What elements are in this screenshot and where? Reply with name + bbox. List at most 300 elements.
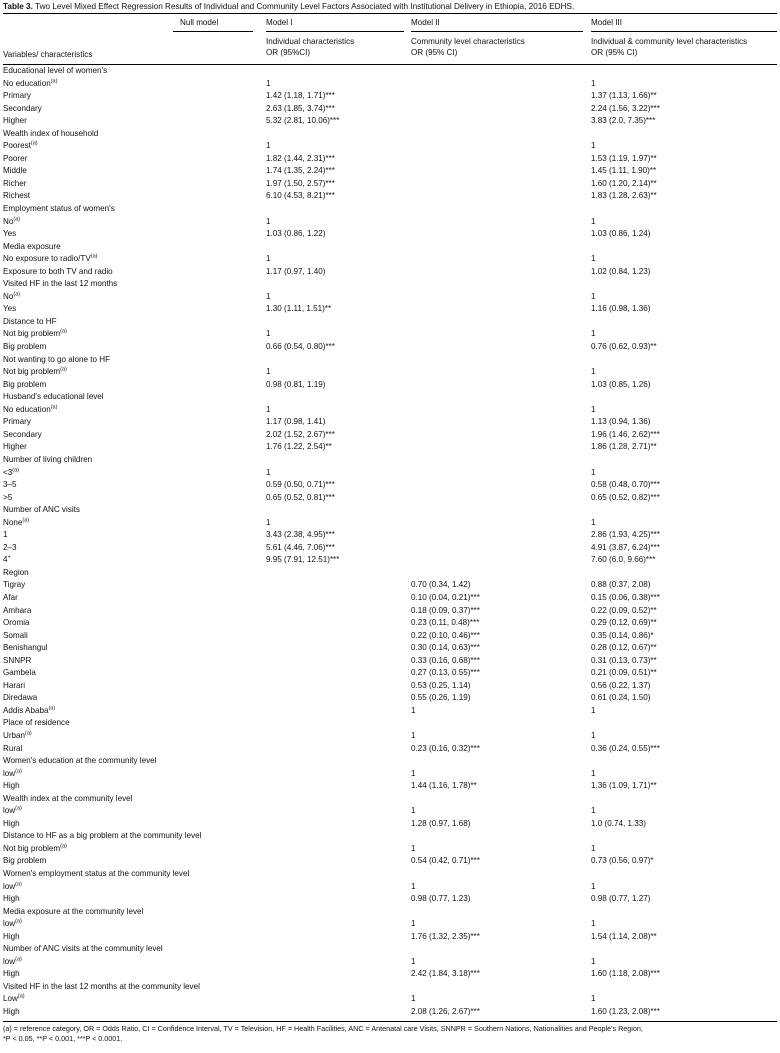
row-label <box>3 793 132 806</box>
row-label <box>3 391 104 404</box>
model-1-cell: 1 <box>266 329 271 339</box>
row-label-text: Husband's educational level <box>3 392 104 402</box>
row-label-text: High <box>3 931 20 941</box>
row-label-text: Higher <box>3 116 27 126</box>
row-label-text: Number of living children <box>3 454 93 464</box>
row-label-text: Secondary <box>3 429 42 439</box>
model-3-cell: 7.60 (6.0, 9.66)*** <box>591 555 656 565</box>
reference-marker: (a) <box>60 366 67 373</box>
row-label <box>3 379 46 392</box>
table-row <box>3 78 777 91</box>
row-label <box>3 567 29 580</box>
table-row <box>3 830 777 843</box>
model-3-cell: 0.61 (0.24, 1.50) <box>591 693 651 703</box>
row-label-text: Big problem <box>3 342 47 352</box>
table-row <box>3 554 777 567</box>
table-row <box>3 429 777 442</box>
header-model-1-sub2: OR (95%CI) <box>266 48 311 57</box>
model-3-cell: 2.24 (1.56, 3.22)*** <box>591 103 660 113</box>
table-row <box>3 203 777 216</box>
table-row <box>3 140 777 153</box>
model-1-cell: 1 <box>266 216 271 226</box>
table-row <box>3 241 777 254</box>
table-row <box>3 843 777 856</box>
row-label-text: Diredawa <box>3 693 38 703</box>
header-variables: Variables/ characteristics <box>3 50 93 59</box>
row-label-text: Yes <box>3 229 17 239</box>
row-label <box>3 341 46 354</box>
table-row <box>3 291 777 304</box>
model-2-cell: 1 <box>411 768 416 778</box>
model-3-cell: 1 <box>591 517 596 527</box>
table-row <box>3 316 777 329</box>
row-label <box>3 190 30 203</box>
row-label <box>3 579 25 592</box>
row-label <box>3 416 31 429</box>
header-model-2: Model II <box>411 18 440 27</box>
row-label-text: 3–5 <box>3 480 17 490</box>
row-label <box>3 266 113 279</box>
model-1-cell: 2.63 (1.85, 3.74)*** <box>266 103 335 113</box>
row-label-text: Harari <box>3 680 26 690</box>
table-footnote <box>3 1021 777 1044</box>
table-row <box>3 542 777 555</box>
model-3-cell: 0.36 (0.24, 0.55)*** <box>591 743 660 753</box>
model-1-cell: 5.61 (4.46, 7.06)*** <box>266 542 335 552</box>
reference-marker: (a) <box>90 253 98 260</box>
row-label-text: Richer <box>3 178 27 188</box>
model-2-cell: 0.27 (0.13, 0.55)*** <box>411 668 480 678</box>
model-2-cell: 0.33 (0.16, 0.68)*** <box>411 655 480 665</box>
table-row <box>3 467 777 480</box>
row-label <box>3 592 18 605</box>
table-row <box>3 630 777 643</box>
model-1-cell: 0.59 (0.50, 0.71)*** <box>266 480 335 490</box>
model-3-cell: 1 <box>591 467 596 477</box>
table-row <box>3 216 777 229</box>
model-3-cell: 0.65 (0.52, 0.82)*** <box>591 492 660 502</box>
model-3-cell: 1 <box>591 843 596 853</box>
model-2-cell: 1 <box>411 806 416 816</box>
row-label <box>3 517 29 530</box>
model-1-cell: 1 <box>266 404 271 414</box>
model-1-cell: 1 <box>266 254 271 264</box>
row-label <box>3 328 67 341</box>
row-label-text: Big problem <box>3 856 47 866</box>
model-3-cell: 1.45 (1.11, 1.90)** <box>591 166 657 176</box>
row-label-text: Not wanting to go alone to HF <box>3 354 111 364</box>
model-1-cell: 6.10 (4.53, 8.21)*** <box>266 191 335 201</box>
row-label <box>3 241 61 254</box>
row-label <box>3 993 25 1006</box>
row-label-text: Gambela <box>3 668 36 678</box>
model-2-cell: 1 <box>411 956 416 966</box>
model-3-cell: 1.36 (1.09, 1.71)** <box>591 781 657 791</box>
row-label <box>3 843 67 856</box>
table-row <box>3 178 777 191</box>
row-label-text: Visited HF in the last 12 months <box>3 279 118 289</box>
reference-marker: (a) <box>22 517 30 523</box>
row-label-text: Region <box>3 567 29 577</box>
model-3-cell: 1.13 (0.94, 1.36) <box>591 417 651 427</box>
table-row <box>3 303 777 316</box>
model-1-cell: 1.82 (1.44, 2.31)*** <box>266 153 335 163</box>
reference-marker: (a) <box>25 730 32 737</box>
table-row <box>3 266 777 279</box>
table-row <box>3 165 777 178</box>
row-label-text: Primary <box>3 91 31 101</box>
table-row <box>3 328 777 341</box>
model-2-cell: 0.30 (0.14, 0.63)*** <box>411 643 480 653</box>
table-row <box>3 956 777 969</box>
row-label <box>3 128 98 141</box>
reference-marker: (a) <box>60 328 67 335</box>
table-row <box>3 153 777 166</box>
model-1-cell: 1.74 (1.35, 2.24)*** <box>266 166 335 176</box>
model-3-cell: 1.60 (1.18, 2.08)*** <box>591 969 660 979</box>
model-1-cell: 1 <box>266 367 271 377</box>
row-label-text: <3 <box>3 467 13 477</box>
model-3-cell: 1.03 (0.85, 1.26) <box>591 379 651 389</box>
table-caption <box>3 0 777 13</box>
row-label <box>3 278 117 291</box>
row-label-text: Place of residence <box>3 718 70 728</box>
table-row <box>3 743 777 756</box>
model-1-cell: 9.95 (7.91, 12.51)*** <box>266 555 340 565</box>
row-label-text: Distance to HF as a big problem at the community level <box>3 831 202 841</box>
table-row <box>3 341 777 354</box>
model-3-cell: 1 <box>591 881 596 891</box>
table-row <box>3 278 777 291</box>
row-label-text: Number of ANC visits at the community level <box>3 944 163 954</box>
model-3-cell: 1 <box>591 806 596 816</box>
table-row <box>3 780 777 793</box>
table-row <box>3 379 777 392</box>
header-model-2-sub2: OR (95% CI) <box>411 48 458 57</box>
table-row <box>3 479 777 492</box>
row-label-text: Rural <box>3 743 23 753</box>
model-3-cell: 1.02 (0.84, 1.23) <box>591 266 651 276</box>
model-2-cell: 0.54 (0.42, 0.71)*** <box>411 856 480 866</box>
model-3-cell: 0.22 (0.09, 0.52)** <box>591 605 657 615</box>
model-2-cell: 0.98 (0.77, 1.23) <box>411 894 471 904</box>
model-3-cell: 0.15 (0.06, 0.38)*** <box>591 592 660 602</box>
row-label-text: low <box>3 956 16 966</box>
table-row <box>3 190 777 203</box>
model-1-cell: 0.98 (0.81, 1.19) <box>266 379 326 389</box>
model-3-cell: 0.73 (0.56, 0.97)* <box>591 856 654 866</box>
footnote-abbreviations: (a) = reference category, OR = Odds Ratio, CI = Confidence Interval, TV = Television, HF = Health Facilities, ANC = Antenatal care Visits, SNNPR = Southern Nations, Nationalities and People's Region, <box>3 1023 643 1033</box>
row-label <box>3 617 30 630</box>
row-label-text: low <box>3 881 16 891</box>
header-model-3-sub2: OR (95% CI) <box>591 48 638 57</box>
table-row <box>3 441 777 454</box>
table-row <box>3 354 777 367</box>
header-rule-model-2 <box>411 31 583 32</box>
table-row <box>3 717 777 730</box>
row-label-text: Media exposure <box>3 241 61 251</box>
row-label <box>3 404 57 417</box>
row-label-text: low <box>3 768 16 778</box>
row-label-text: 1 <box>3 530 8 540</box>
table-row <box>3 492 777 505</box>
row-label <box>3 115 27 128</box>
row-label <box>3 968 20 981</box>
model-1-cell: 1 <box>266 78 271 88</box>
table-row <box>3 906 777 919</box>
row-label <box>3 1006 20 1019</box>
model-2-cell: 2.42 (1.84, 3.18)*** <box>411 969 480 979</box>
model-2-cell: 0.70 (0.34, 1.42) <box>411 580 471 590</box>
model-2-cell: 1 <box>411 919 416 929</box>
table-row <box>3 692 777 705</box>
row-label-text: low <box>3 806 16 816</box>
row-label-text: Benishangul <box>3 643 48 653</box>
row-label-text: Exposure to both TV and radio <box>3 266 113 276</box>
row-label <box>3 178 26 191</box>
row-label-text: Distance to HF <box>3 316 57 326</box>
reference-marker: (a) <box>15 918 22 925</box>
row-label <box>3 90 31 103</box>
model-2-cell: 2.08 (1.26, 2.67)*** <box>411 1007 480 1017</box>
model-2-cell: 0.18 (0.09, 0.37)*** <box>411 605 480 615</box>
reference-marker: (a) <box>15 880 22 887</box>
table-row <box>3 366 777 379</box>
table-row <box>3 881 777 894</box>
row-label-text: Afar <box>3 592 18 602</box>
table-row <box>3 868 777 881</box>
table-row <box>3 128 777 141</box>
model-3-cell: 4.91 (3.87, 6.24)*** <box>591 542 660 552</box>
model-2-cell: 1 <box>411 881 416 891</box>
row-label <box>3 529 8 542</box>
table-row <box>3 981 777 994</box>
table-row <box>3 655 777 668</box>
row-label <box>3 303 16 316</box>
row-label <box>3 805 22 818</box>
model-3-cell: 1.16 (0.98, 1.36) <box>591 304 651 314</box>
row-label <box>3 153 27 166</box>
model-2-cell: 1.76 (1.32, 2.35)*** <box>411 931 480 941</box>
row-label <box>3 366 67 379</box>
table-row <box>3 103 777 116</box>
reference-marker: (a) <box>48 705 56 712</box>
row-label-text: Wealth index of household <box>3 128 99 138</box>
row-label-text: Not big problem <box>3 329 61 339</box>
model-2-cell: 1 <box>411 705 416 715</box>
row-label <box>3 743 22 756</box>
row-label <box>3 554 11 567</box>
model-3-cell: 0.76 (0.62, 0.93)** <box>591 342 657 352</box>
row-label <box>3 830 201 843</box>
row-label-text: No <box>3 291 14 301</box>
row-label <box>3 542 17 555</box>
row-label-text: low <box>3 919 16 929</box>
table-row <box>3 931 777 944</box>
row-label-text: Not big problem <box>3 843 61 853</box>
reference-marker: (a) <box>15 805 22 812</box>
model-1-cell: 1 <box>266 141 271 151</box>
reference-marker: (a) <box>17 993 25 1000</box>
model-2-cell: 0.23 (0.11, 0.48)*** <box>411 618 480 628</box>
row-label <box>3 165 27 178</box>
table-row <box>3 617 777 630</box>
row-label-text: No <box>3 216 14 226</box>
model-3-cell: 1.53 (1.19, 1.97)** <box>591 153 657 163</box>
model-3-cell: 1 <box>591 78 596 88</box>
row-label <box>3 479 17 492</box>
header-model-2-sub1: Community level characteristics <box>411 37 525 46</box>
row-label-text: No education <box>3 78 51 88</box>
model-3-cell: 0.35 (0.14, 0.86)* <box>591 630 654 640</box>
table-body <box>3 65 777 1019</box>
model-1-cell: 2.02 (1.52, 2.67)*** <box>266 429 335 439</box>
row-label-text: None <box>3 517 23 527</box>
row-label <box>3 893 20 906</box>
model-3-cell: 1 <box>591 404 596 414</box>
row-label <box>3 931 20 944</box>
row-label <box>3 818 20 831</box>
row-label <box>3 492 12 505</box>
header-model-1-sub1: Individual characteristics <box>266 37 355 46</box>
row-label-text: Media exposure at the community level <box>3 906 144 916</box>
model-3-cell: 0.88 (0.37, 2.08) <box>591 580 651 590</box>
table-row <box>3 65 777 78</box>
row-label <box>3 730 32 743</box>
model-2-cell: 1 <box>411 994 416 1004</box>
row-label <box>3 667 36 680</box>
row-label-text: SNNPR <box>3 655 32 665</box>
row-label-text: High <box>3 894 20 904</box>
model-3-cell: 1.54 (1.14, 2.08)** <box>591 931 657 941</box>
model-1-cell: 0.66 (0.54, 0.80)*** <box>266 342 335 352</box>
model-3-cell: 0.56 (0.22, 1.37) <box>591 680 651 690</box>
model-3-cell: 1 <box>591 919 596 929</box>
row-label-text: Wealth index at the community level <box>3 793 133 803</box>
reference-marker: (a) <box>15 956 22 963</box>
model-2-cell: 1 <box>411 730 416 740</box>
row-label <box>3 855 46 868</box>
table-row <box>3 115 777 128</box>
row-label-text: Addis Ababa <box>3 705 49 715</box>
row-label <box>3 429 42 442</box>
row-label-text: Oromia <box>3 618 30 628</box>
model-3-cell: 0.31 (0.13, 0.73)** <box>591 655 657 665</box>
reference-marker: (a) <box>13 291 21 298</box>
row-label <box>3 630 28 643</box>
model-3-cell: 2.86 (1.93, 4.25)*** <box>591 530 660 540</box>
model-3-cell: 1 <box>591 994 596 1004</box>
row-label-text: Women's employment status at the community level <box>3 869 190 878</box>
table-row <box>3 253 777 266</box>
row-label-text: No exposure to radio/TV <box>3 254 91 264</box>
row-label-text: Primary <box>3 417 31 427</box>
row-label-text: Poorer <box>3 153 28 163</box>
model-3-cell: 0.29 (0.12, 0.69)** <box>591 618 657 628</box>
model-2-cell: 1.28 (0.97, 1.68) <box>411 818 471 828</box>
model-3-cell: 1 <box>591 141 596 151</box>
table-row <box>3 768 777 781</box>
row-label <box>3 642 48 655</box>
model-3-cell: 1 <box>591 254 596 264</box>
row-label <box>3 253 97 266</box>
table-row <box>3 755 777 768</box>
table-row <box>3 228 777 241</box>
table-row <box>3 993 777 1006</box>
row-label-text: High <box>3 818 20 828</box>
model-1-cell: 1.03 (0.86, 1.22) <box>266 229 326 239</box>
row-label <box>3 868 189 881</box>
table-row <box>3 404 777 417</box>
header-rule-model-1 <box>266 31 404 32</box>
row-label-text: Yes <box>3 304 17 314</box>
row-label-text: Low <box>3 994 18 1004</box>
reference-marker: (a) <box>15 767 22 774</box>
reference-marker: (a) <box>60 843 67 850</box>
header-model-1: Model I <box>266 18 293 27</box>
model-3-cell: 1 <box>591 367 596 377</box>
reference-marker: (a) <box>12 466 19 473</box>
model-3-cell: 1.60 (1.20, 2.14)** <box>591 178 657 188</box>
row-label <box>3 103 42 116</box>
table-row <box>3 818 777 831</box>
row-label <box>3 768 22 781</box>
table-row <box>3 391 777 404</box>
header-model-3: Model III <box>591 18 623 27</box>
row-label-text: No education <box>3 404 51 414</box>
model-1-cell: 1.30 (1.11, 1.51)** <box>266 304 332 314</box>
row-label-text: 4 <box>3 555 8 565</box>
row-label <box>3 65 107 78</box>
model-3-cell: 3.83 (2.0, 7.35)*** <box>591 116 656 126</box>
row-label <box>3 943 163 956</box>
model-1-cell: 1.17 (0.98, 1.41) <box>266 417 326 427</box>
row-label <box>3 755 156 768</box>
model-3-cell: 1 <box>591 216 596 226</box>
row-label-text: Big problem <box>3 379 47 389</box>
model-1-cell: 1.42 (1.18, 1.71)*** <box>266 91 335 101</box>
reference-marker: (a) <box>50 404 58 411</box>
model-3-cell: 0.21 (0.09, 0.51)** <box>591 668 657 678</box>
table-row <box>3 579 777 592</box>
table-row <box>3 730 777 743</box>
table-row <box>3 705 777 718</box>
table-row <box>3 1006 777 1019</box>
row-label <box>3 78 57 91</box>
row-label <box>3 605 31 618</box>
row-label <box>3 780 20 793</box>
table-row <box>3 529 777 542</box>
row-label <box>3 906 143 919</box>
table-row <box>3 855 777 868</box>
row-label <box>3 692 37 705</box>
row-label <box>3 291 20 304</box>
row-label <box>3 203 115 216</box>
table-caption-text: Two Level Mixed Effect Regression Results of Individual and Community Level Factors Associated with Institutional Delivery in Ethiopia, 2016 EDHS. <box>35 2 575 11</box>
model-2-cell: 0.10 (0.04, 0.21)*** <box>411 592 480 602</box>
row-label-text: Urban <box>3 730 26 740</box>
model-3-cell: 1.83 (1.28, 2.63)** <box>591 191 657 201</box>
model-1-cell: 0.65 (0.52, 0.81)*** <box>266 492 335 502</box>
model-3-cell: 1 <box>591 705 596 715</box>
table-row <box>3 943 777 956</box>
row-label-text: High <box>3 1007 20 1017</box>
row-label <box>3 981 200 994</box>
row-label <box>3 467 19 480</box>
model-2-cell: 0.53 (0.25, 1.14) <box>411 680 471 690</box>
row-label <box>3 504 80 517</box>
header-null-model: Null model <box>180 18 219 27</box>
